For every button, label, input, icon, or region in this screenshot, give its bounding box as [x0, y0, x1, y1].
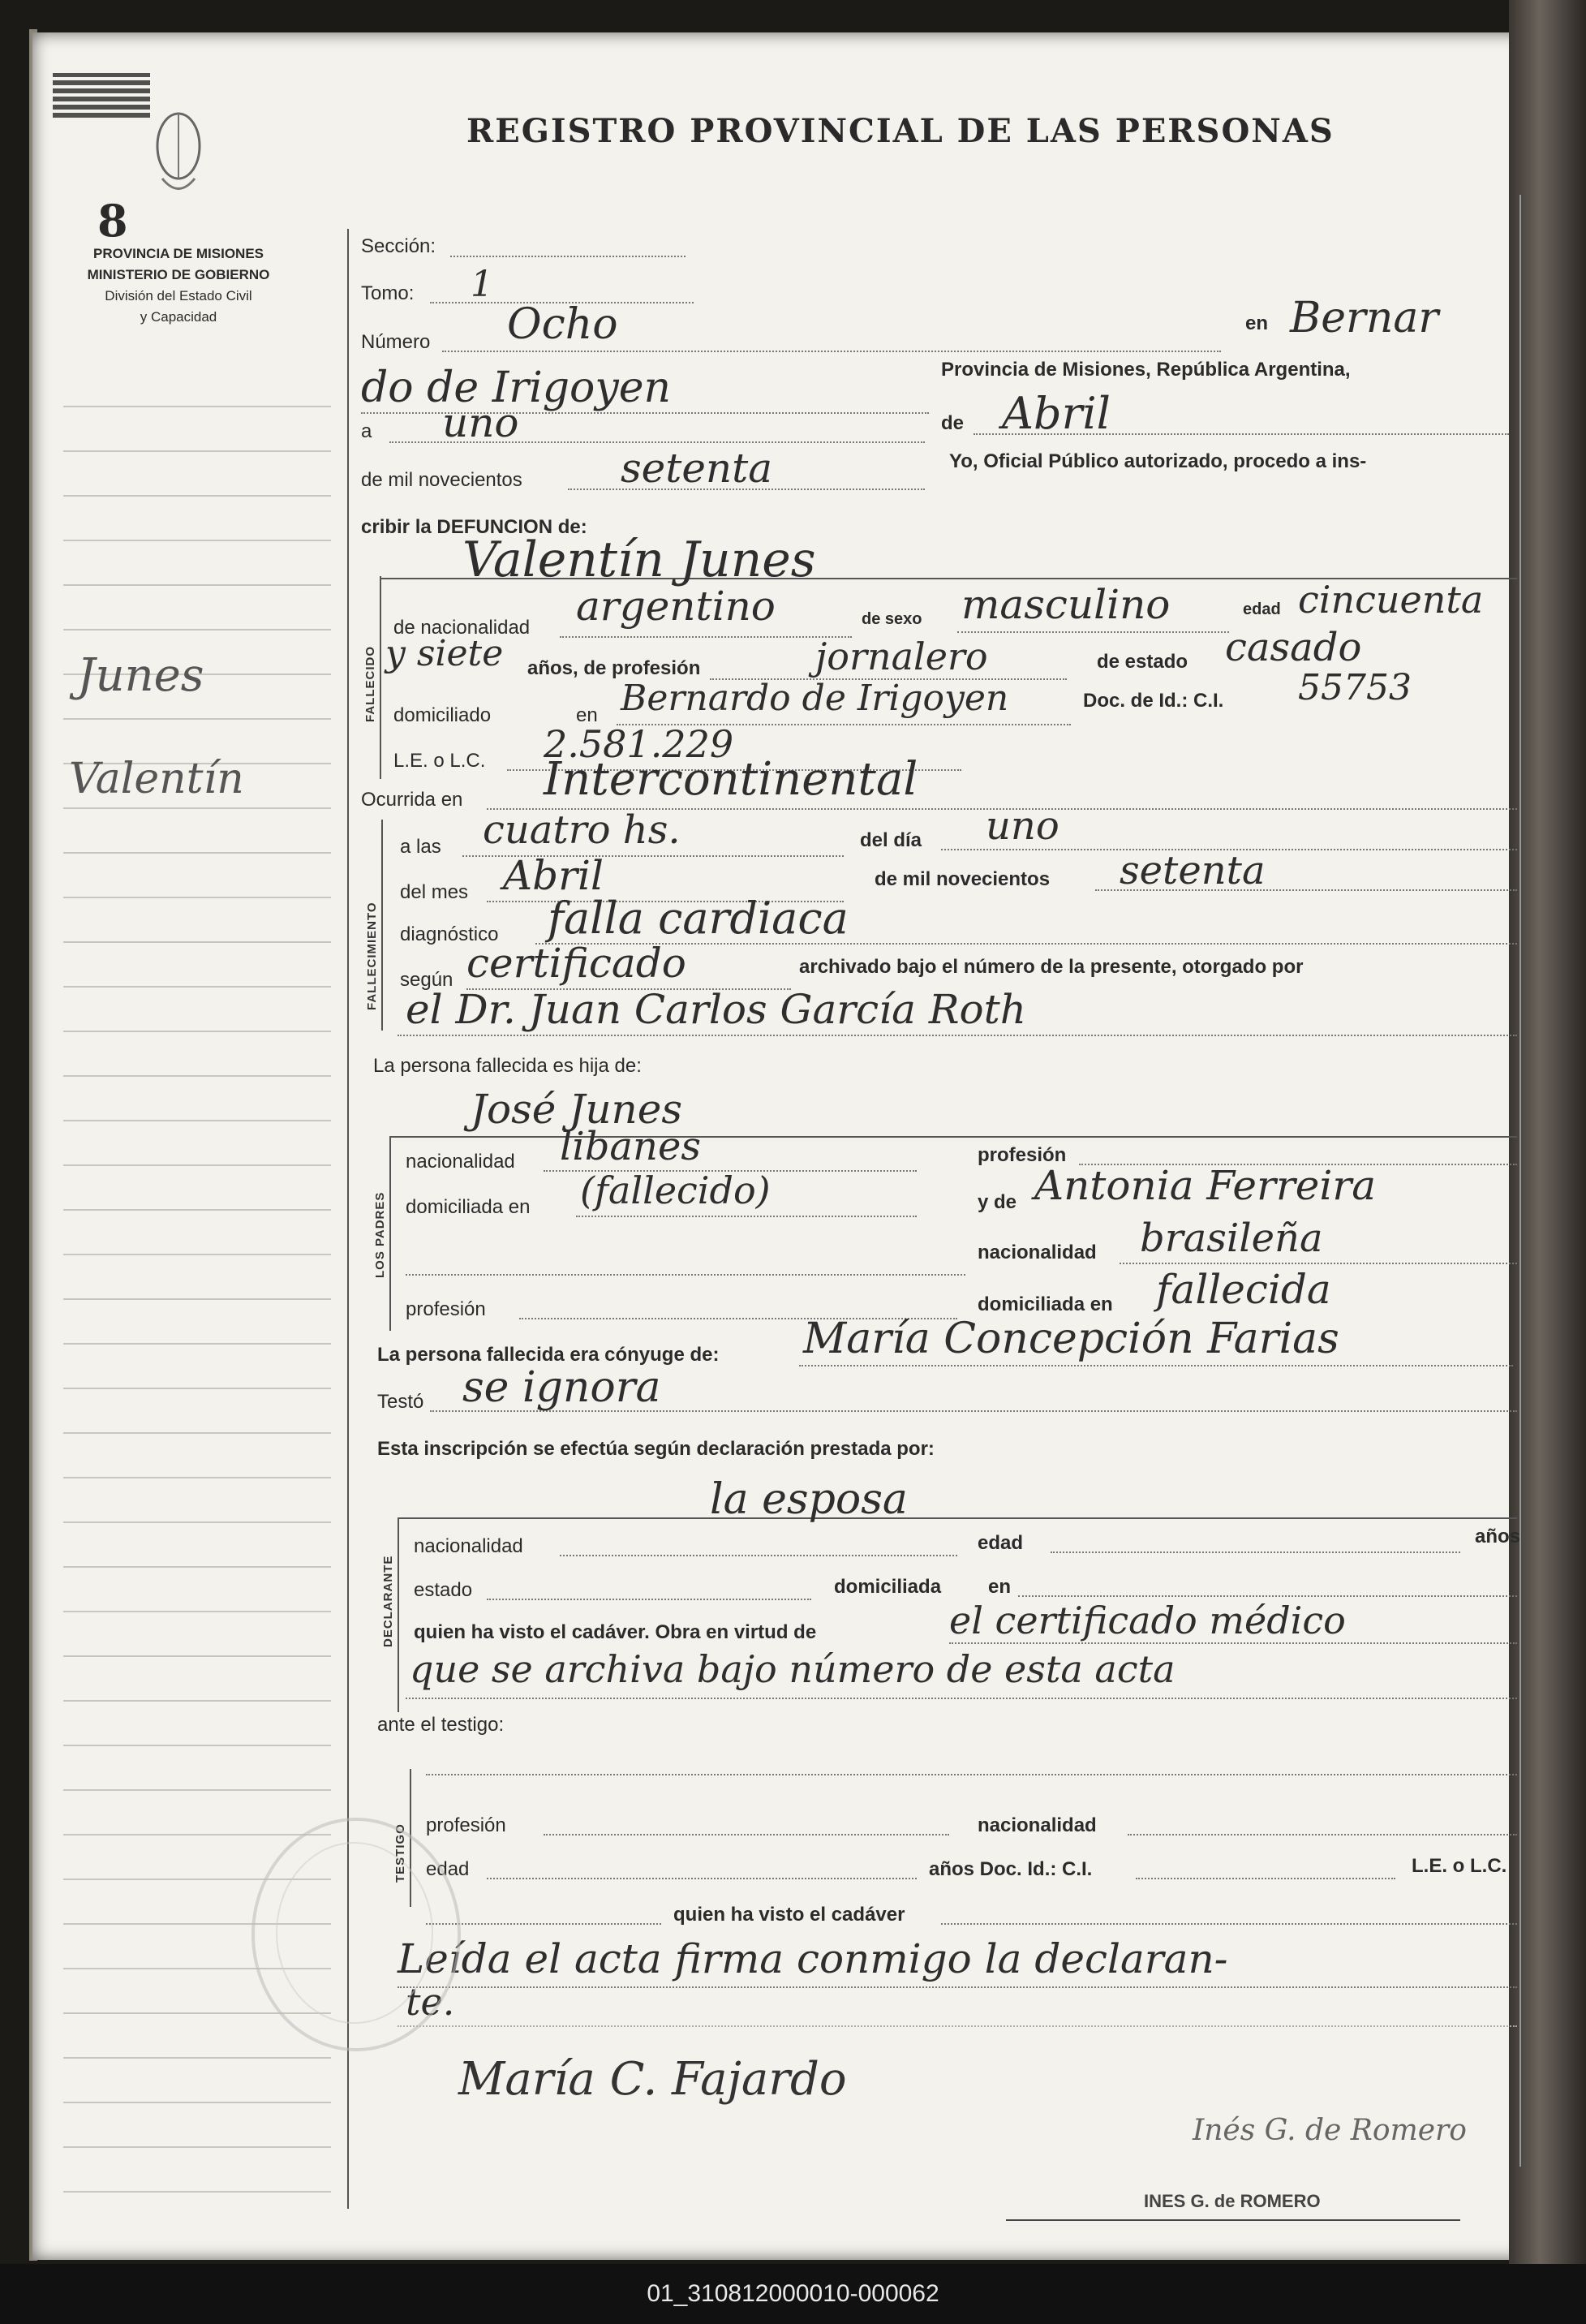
label-cadaver: quien ha visto el cadáver. Obra en virtud de [414, 1621, 817, 1643]
header-number: 8 [97, 195, 130, 247]
label-declarante-anos: años [1475, 1526, 1521, 1547]
label-edad: edad [1243, 600, 1281, 618]
label-del-dia: del día [860, 829, 922, 851]
field-conyuge [799, 1365, 1513, 1366]
label-seccion: Sección: [361, 235, 436, 257]
margin-rule [63, 1611, 331, 1612]
value-sexo: masculino [961, 581, 1171, 628]
label-inscribir: cribir la DEFUNCION de: [361, 516, 587, 538]
label-archivado: archivado bajo el número de la presente, otorgado por [799, 956, 1304, 978]
label-declarante-domiciliada: domiciliada [834, 1576, 942, 1598]
field-declarante-estado [487, 1599, 811, 1600]
label-testigo-nacionalidad: nacionalidad [978, 1814, 1097, 1836]
label-testo: Testó [377, 1391, 424, 1413]
margin-rule [63, 2057, 331, 2059]
value-edad-2: y siete [385, 633, 504, 674]
value-madre-domicilio: fallecida [1156, 1266, 1331, 1313]
label-testigo-le: L.E. o L.C. [1412, 1855, 1507, 1877]
margin-rule [63, 1209, 331, 1211]
margin-rule [63, 629, 331, 630]
field-nacionalidad [560, 636, 852, 638]
label-de-mil-2: de mil novecientos [875, 868, 1051, 890]
label-testigo-edad: edad [426, 1858, 470, 1880]
margin-rule [63, 1432, 331, 1434]
value-madre-nacionalidad: brasileña [1140, 1216, 1323, 1261]
label-le: L.E. o L.C. [393, 750, 486, 772]
field-declarante-nacionalidad [560, 1555, 957, 1556]
form-right-border [1519, 195, 1521, 2167]
label-a: a [361, 420, 372, 442]
label-testigo-profesion: profesión [426, 1814, 506, 1836]
official-stamp-inner [276, 1842, 433, 2024]
margin-rule [63, 1164, 331, 1166]
side-label-declarante: DECLARANTE [381, 1555, 395, 1647]
label-sexo: de sexo [862, 610, 922, 628]
field-medico [398, 1035, 1517, 1036]
margin-rule [63, 1521, 331, 1523]
margin-rule [63, 584, 331, 586]
value-edad-1: cincuenta [1298, 578, 1484, 622]
margin-rule [63, 450, 331, 452]
margin-rule [63, 1477, 331, 1478]
label-profesion-padre: profesión [978, 1144, 1067, 1166]
label-domiciliada-madre: domiciliada en [978, 1293, 1113, 1315]
margin-rule [63, 1254, 331, 1255]
value-anio-f: setenta [1120, 848, 1266, 893]
margin-rule [63, 807, 331, 809]
margin-rule [63, 1388, 331, 1389]
field-domicilio-padre [576, 1216, 917, 1217]
page-title: REGISTRO PROVINCIAL DE LAS PERSONAS [466, 112, 1335, 150]
image-caption: 01_310812000010-000062 [0, 2264, 1586, 2324]
label-declarante-nacionalidad: nacionalidad [414, 1535, 523, 1557]
field-leida-2 [398, 2025, 1517, 2027]
value-padre: José Junes [471, 1086, 682, 1133]
label-domiciliado: domiciliado [393, 704, 492, 726]
value-testo: se ignora [462, 1363, 661, 1412]
label-profesion-madre: profesión [406, 1298, 486, 1320]
margin-rule [63, 1745, 331, 1746]
value-tomo: 1 [471, 264, 493, 305]
label-oficial: Yo, Oficial Público autorizado, procedo a ins- [949, 450, 1367, 472]
value-mes: Abril [1002, 388, 1111, 439]
value-ci: 55753 [1298, 667, 1412, 708]
margin-rule [63, 406, 331, 407]
label-declarante-edad: edad [978, 1532, 1024, 1554]
section-divider [398, 1517, 399, 1712]
signature-declarante: María C. Fajardo [458, 2053, 847, 2106]
label-testigo-cadaver: quien ha visto el cadáver [673, 1904, 905, 1926]
signature-line [1006, 2219, 1460, 2221]
field-sexo [957, 631, 1229, 633]
label-nacionalidad-padre: nacionalidad [406, 1151, 515, 1173]
field-seccion [450, 256, 686, 257]
value-numero: Ocho [507, 300, 618, 349]
value-obra-1: el certificado médico [949, 1599, 1346, 1642]
value-estado: casado [1225, 625, 1362, 670]
office-line-1: PROVINCIA DE MISIONES [92, 246, 264, 261]
value-leida-2: te. [406, 1980, 455, 2024]
label-hija: La persona fallecida es hija de: [373, 1055, 642, 1077]
section-divider [389, 1136, 391, 1331]
value-madre: Antonia Ferreira [1034, 1162, 1377, 1209]
value-dia: uno [442, 399, 519, 446]
value-diagnostico: falla cardiaca [548, 893, 849, 944]
margin-surname: Junes [77, 649, 204, 702]
label-en: en [1245, 312, 1269, 334]
section-divider [381, 820, 383, 1031]
margin-rule [63, 495, 331, 497]
label-a-las: a las [400, 836, 441, 858]
label-anos-profesion: años, de profesión [527, 657, 701, 679]
value-nombre: Valentín Junes [462, 532, 816, 588]
label-declarante-en: en [988, 1576, 1012, 1598]
field-obra-1 [949, 1642, 1517, 1644]
value-hora: cuatro hs. [483, 807, 681, 853]
margin-rule [63, 1834, 331, 1836]
office-block [57, 243, 300, 328]
margin-rule [63, 1031, 331, 1032]
field-declarante-domicilio [1018, 1595, 1517, 1597]
office-line-4: y Capacidad [140, 309, 217, 325]
field-declarante-edad [1051, 1551, 1460, 1553]
field-nacionalidad-madre [1120, 1263, 1517, 1264]
margin-rule [63, 2191, 331, 2193]
margin-rule [63, 986, 331, 988]
side-label-testigo: TESTIGO [393, 1823, 407, 1883]
value-padre-nacionalidad: libanes [560, 1124, 701, 1169]
label-en-dom: en [576, 704, 598, 726]
label-del-mes: del mes [400, 881, 469, 903]
margin-rule [63, 897, 331, 898]
margin-rule [63, 2102, 331, 2103]
label-domiciliada-padre: domiciliada en [406, 1196, 531, 1218]
office-line-3: División del Estado Civil [105, 288, 252, 303]
margin-rule [63, 1298, 331, 1300]
value-ocurrida: Intercontinental [544, 753, 918, 806]
label-numero: Número [361, 331, 431, 353]
field-numero [442, 351, 1221, 352]
label-de: de [941, 412, 965, 434]
label-declaracion: Esta inscripción se efectúa según declaración prestada por: [377, 1438, 935, 1460]
margin-rule [63, 1343, 331, 1345]
coat-of-arms-icon [154, 97, 203, 203]
margin-rule [63, 540, 331, 541]
office-line-2: MINISTERIO DE GOBIERNO [87, 267, 270, 282]
field-leida [398, 1986, 1517, 1988]
field-testigo-ci [1136, 1878, 1395, 1879]
label-conyuge: La persona fallecida era cónyuge de: [377, 1344, 720, 1366]
field-testigo-edad [487, 1878, 917, 1879]
section-rule [399, 1517, 1517, 1519]
label-nacionalidad-madre: nacionalidad [978, 1242, 1097, 1263]
side-label-padres: LOS PADRES [373, 1191, 387, 1278]
field-testigo-extra [426, 1923, 661, 1925]
value-lugar-2: do de Irigoyen [361, 364, 671, 412]
side-label-fallecido: FALLECIDO [363, 646, 377, 722]
margin-rule [63, 1655, 331, 1657]
value-le: 2.581.229 [544, 722, 734, 766]
signature-oficial: Inés G. de Romero [1193, 2114, 1467, 2147]
margin-rule [63, 941, 331, 943]
field-testigo-nacionalidad [1128, 1834, 1517, 1836]
label-declarante-estado: estado [414, 1579, 473, 1601]
label-diagnostico: diagnóstico [400, 923, 499, 945]
section-divider [380, 576, 381, 779]
value-leida: Leída el acta firma conmigo la declaran- [398, 1935, 1228, 1982]
crossed-out-mark [53, 73, 150, 118]
margin-rule [63, 852, 331, 854]
value-domicilio: Bernardo de Irigoyen [621, 678, 1009, 719]
value-dia-f: uno [986, 803, 1059, 849]
value-anio: setenta [621, 445, 773, 492]
label-tomo: Tomo: [361, 282, 415, 304]
field-testigo-profesion [544, 1834, 949, 1836]
value-medico: el Dr. Juan Carlos García Roth [406, 986, 1026, 1033]
field-testigo-cadaver [941, 1923, 1517, 1925]
margin-rule [63, 1789, 331, 1791]
label-de-mil: de mil novecientos [361, 469, 522, 491]
field-testigo-nombre [426, 1774, 1517, 1775]
value-conyuge: María Concepción Farias [803, 1315, 1339, 1363]
value-profesion: jornalero [815, 635, 988, 678]
value-obra-2: que se archiva bajo número de esta acta [410, 1647, 1176, 1691]
value-padre-domicilio: (fallecido) [580, 1168, 771, 1212]
margin-rule [63, 2146, 331, 2148]
value-mes-f: Abril [503, 852, 604, 899]
side-label-fallecimiento: FALLECIMIENTO [365, 902, 379, 1010]
label-provincia: Provincia de Misiones, República Argentina, [941, 359, 1351, 381]
value-lugar-1: Bernar [1290, 294, 1439, 342]
value-segun: certificado [466, 940, 686, 987]
value-declarante: la esposa [710, 1475, 908, 1524]
label-ocurrida: Ocurrida en [361, 789, 463, 811]
value-nacionalidad: argentino [576, 583, 776, 630]
margin-rule [63, 1566, 331, 1568]
field-blank-padres [406, 1274, 965, 1276]
label-testigo-anos-doc: años Doc. Id.: C.I. [929, 1858, 1093, 1880]
margin-given-name: Valentín [69, 755, 244, 803]
label-estado: de estado [1097, 651, 1188, 673]
field-obra-2 [406, 1698, 1517, 1699]
margin-rule [63, 718, 331, 720]
label-nacionalidad: de nacionalidad [393, 617, 531, 639]
label-ante: ante el testigo: [377, 1714, 505, 1736]
label-y-de: y de [978, 1191, 1017, 1213]
margin-rule [63, 1075, 331, 1077]
oficial-stamp-name: INES G. de ROMERO [1144, 2191, 1321, 2211]
label-segun: según [400, 969, 453, 991]
margin-rule [63, 1120, 331, 1121]
label-doc: Doc. de Id.: C.I. [1083, 690, 1224, 712]
margin-rule [63, 1700, 331, 1702]
